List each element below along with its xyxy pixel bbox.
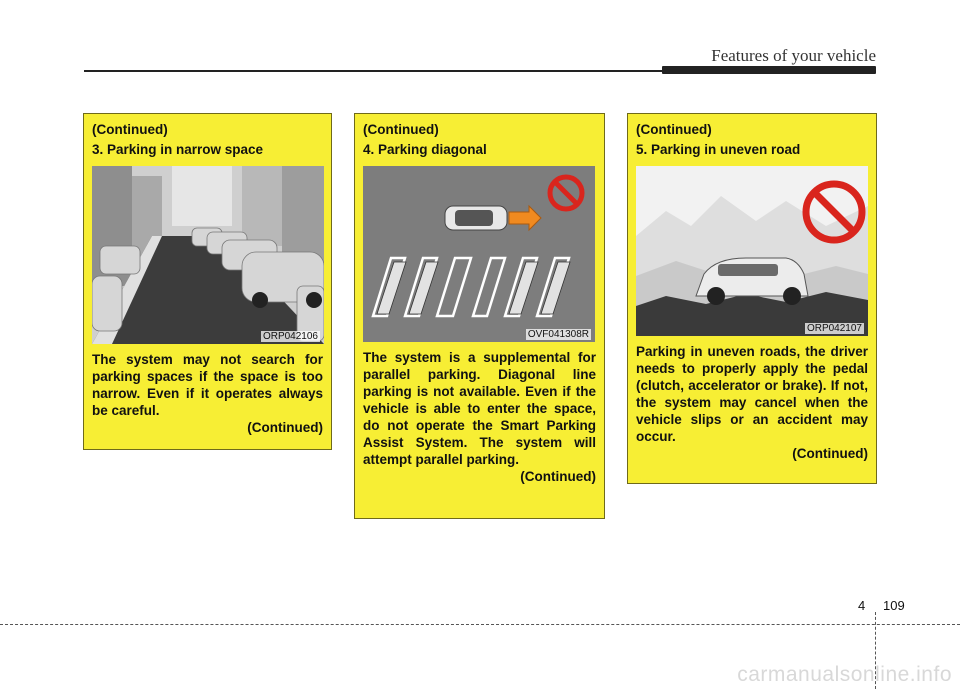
figure-code: ORP042106	[262, 331, 318, 342]
narrow-space-illustration	[92, 166, 324, 344]
panel-heading: 5. Parking in uneven road	[636, 142, 801, 157]
continued-label-bottom: (Continued)	[247, 420, 323, 435]
page-header-title: Features of your vehicle	[711, 46, 876, 65]
caution-panel-uneven-road	[627, 113, 877, 484]
header-rule	[84, 70, 662, 72]
caution-panel-diagonal	[354, 113, 605, 519]
page-number: 109	[883, 598, 905, 613]
caution-panel-narrow-space	[83, 113, 332, 450]
continued-label-bottom: (Continued)	[792, 446, 868, 461]
watermark: carmanualsonline.info	[737, 663, 952, 686]
panel-body-text: The system may not search for parking spaces if the space is too narrow. Even if it operates always be careful.	[92, 352, 323, 418]
continued-label-bottom: (Continued)	[520, 469, 596, 484]
panel-heading: 3. Parking in narrow space	[92, 142, 264, 157]
figure-code: ORP042107	[806, 323, 862, 334]
panel-body-text: Parking in uneven roads, the driver needs to properly apply the pedal (clutch, accelerator or brake). If not, the system may cancel when the vehicle slips or an accident may occur.	[636, 344, 868, 444]
figure-code: OVF041308R	[527, 329, 589, 340]
chapter-number: 4	[858, 598, 866, 613]
diagonal-parking-illustration	[363, 166, 595, 342]
continued-label-top: (Continued)	[636, 122, 712, 137]
continued-label-top: (Continued)	[363, 122, 439, 137]
footer-rule	[0, 624, 960, 625]
uneven-road-illustration	[636, 166, 868, 336]
panel-heading: 4. Parking diagonal	[363, 142, 487, 157]
panel-body-text: The system is a supplemental for parallel parking. Diagonal line parking is not available. Even if the vehicle is able to enter the space, do not operate the Smart Parking Assist System. The system will attempt parallel parking.	[363, 350, 596, 467]
header-rule-accent	[662, 66, 876, 74]
continued-label-top: (Continued)	[92, 122, 168, 137]
